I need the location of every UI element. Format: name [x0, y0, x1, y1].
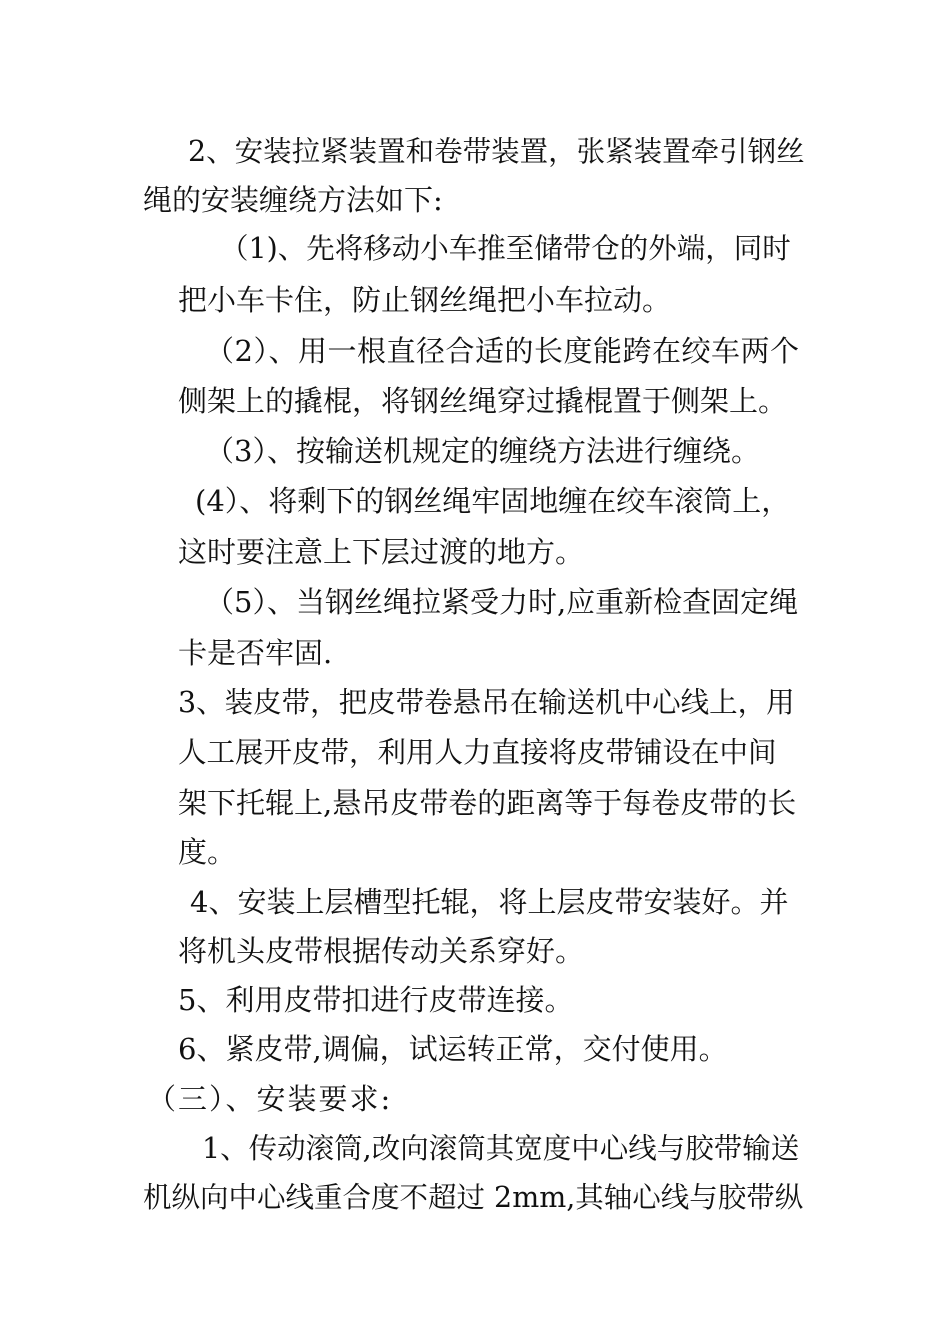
text-line: 人工展开皮带，利用人力直接将皮带铺设在中间	[178, 736, 777, 769]
text-line: 这时要注意上下层过渡的地方。	[178, 535, 585, 569]
text-line: （3）、按输送机规定的缠绕方法进行缠绕。	[205, 434, 760, 468]
text-line: （2）、用一根直径合适的长度能跨在绞车两个	[205, 334, 800, 368]
text-line: 把小车卡住，防止钢丝绳把小车拉动。	[178, 283, 672, 317]
text-line: 架下托辊上,悬吊皮带卷的距离等于每卷皮带的长	[178, 786, 797, 820]
text-line: 5、利用皮带扣进行皮带连接。	[178, 983, 574, 1017]
text-line: 机纵向中心线重合度不超过 2mm,其轴心线与胶带纵	[143, 1181, 804, 1214]
text-line: 1、传动滚筒,改向滚筒其宽度中心线与胶带输送	[202, 1132, 800, 1165]
text-line: 度。	[178, 835, 237, 869]
text-line: 卡是否牢固.	[178, 636, 333, 670]
text-line: 将机头皮带根据传动关系穿好。	[178, 934, 585, 968]
text-line: （1)、先将移动小车推至储带仓的外端，同时	[220, 232, 791, 265]
text-line: 4、安装上层槽型托辊，将上层皮带安装好。并	[190, 885, 789, 919]
text-line: 6、紧皮带,调偏，试运转正常，交付使用。	[178, 1032, 728, 1066]
text-line: （5）、当钢丝绳拉紧受力时,应重新检查固定绳	[205, 585, 799, 619]
text-line: 3、装皮带，把皮带卷悬吊在输送机中心线上，用	[178, 686, 795, 719]
text-line: 2、安装拉紧装置和卷带装置，张紧装置牵引钢丝	[188, 135, 805, 168]
text-line: 绳的安装缠绕方法如下:	[143, 183, 443, 217]
section-heading: （三）、安装要求:	[147, 1082, 393, 1116]
text-line: 侧架上的撬棍，将钢丝绳穿过撬棍置于侧架上。	[178, 384, 788, 418]
text-line: (4）、将剩下的钢丝绳牢固地缠在绞车滚筒上，	[195, 484, 791, 518]
